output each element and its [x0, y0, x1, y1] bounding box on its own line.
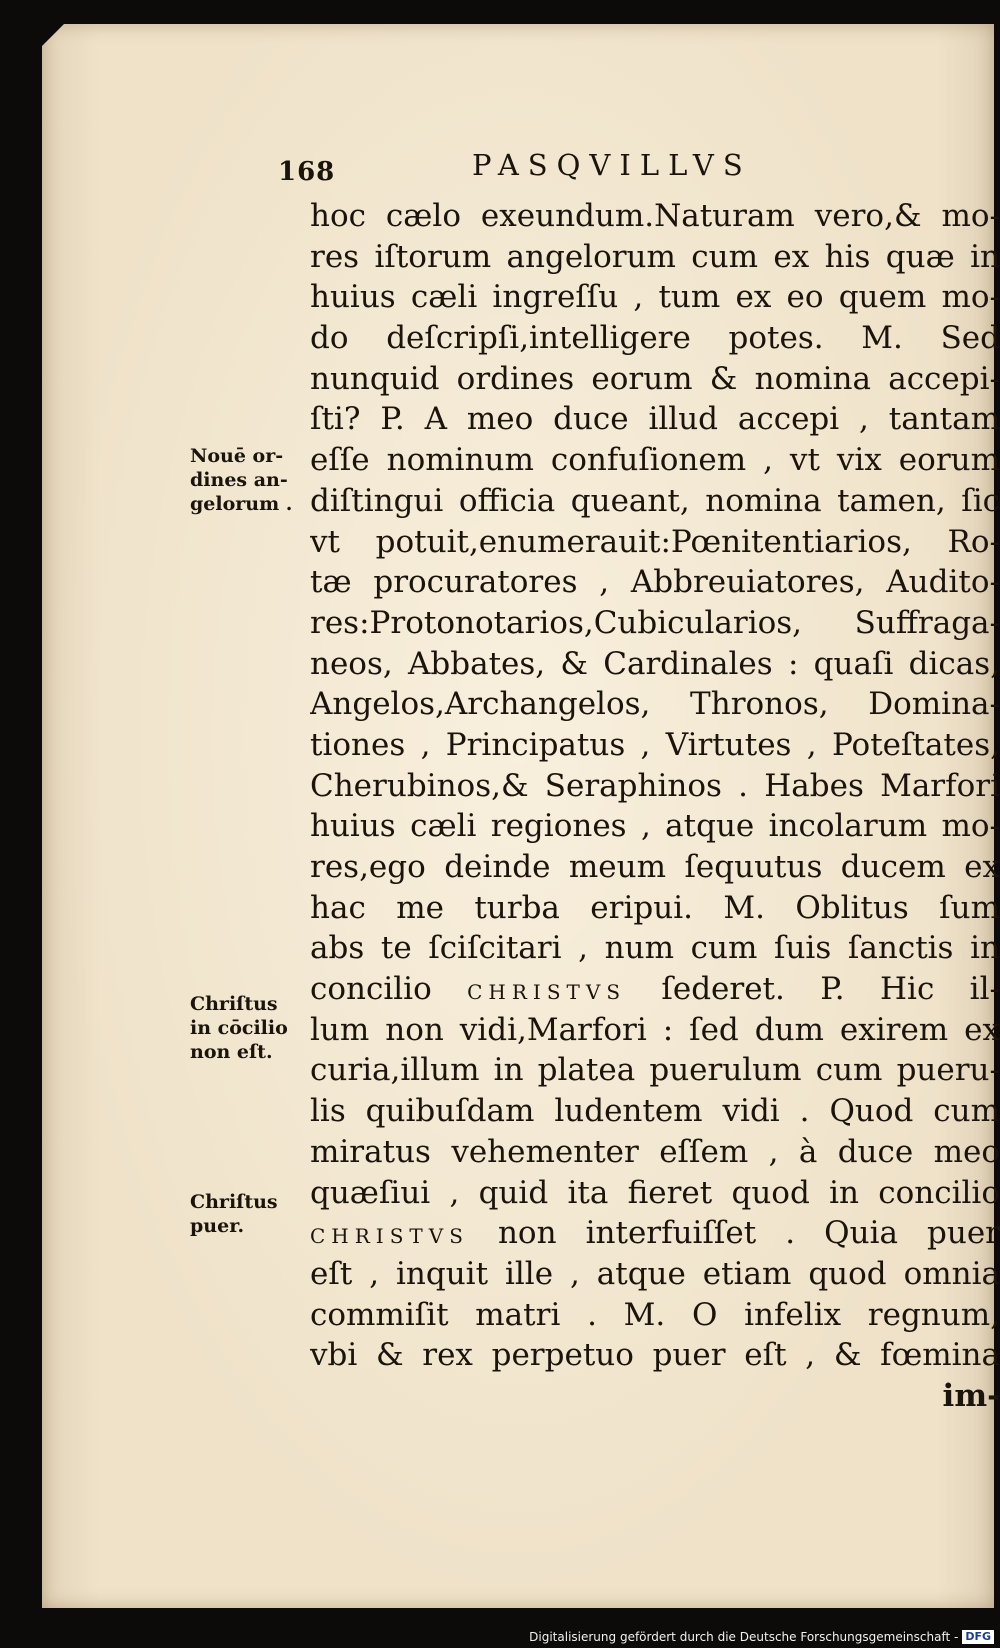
text-line: [310, 1254, 1000, 1295]
text-segment: diſtingui officia queant, nomina tamen, ſic: [310, 482, 1000, 519]
marginal-note-line: non eſt.: [190, 1041, 273, 1063]
text-segment: eſſe nominum confuſionem , vt vix eorum: [310, 442, 1000, 479]
text-line: [310, 806, 1000, 847]
marginal-note-line: Nouē or-: [190, 445, 284, 467]
marginal-note-line: dines an-: [190, 469, 288, 491]
text-segment: lis quibuſdam ludentem vidi . Quod cum: [310, 1093, 1000, 1130]
text-segment: hac me turba eripui. M. Oblitus ſum: [310, 889, 1000, 926]
body-text: [310, 196, 1000, 1417]
text-segment: nunquid ordines eorum & nomina accepi-: [310, 360, 1000, 397]
text-segment: res iſtorum angelorum cum ex his quæ in: [310, 238, 1000, 275]
text-line: [310, 522, 1000, 563]
marginal-note: [190, 1190, 314, 1238]
text-line: [310, 1132, 1000, 1173]
text-segment: concilio: [310, 971, 468, 1008]
text-segment: neos, Abbates, & Cardinales : quaſi dicas,: [310, 645, 1000, 682]
text-segment: ſederet. P. Hic il-: [626, 971, 1000, 1008]
running-title: PASQVILLVS: [472, 148, 752, 182]
text-line: [310, 644, 1000, 685]
text-line: [310, 1091, 1000, 1132]
marginal-note-line: in cōcilio: [190, 1017, 288, 1039]
text-line: [310, 440, 1000, 481]
text-line: [310, 603, 1000, 644]
text-line: [310, 1010, 1000, 1051]
text-segment: Angelos,Archangelos, Thronos, Domina-: [310, 686, 1000, 723]
text-line: [310, 277, 1000, 318]
text-line: [310, 928, 1000, 969]
text-line: [310, 1213, 1000, 1254]
text-line: [310, 969, 1000, 1010]
text-line: [310, 684, 1000, 725]
text-line: [310, 196, 1000, 237]
book-page: [42, 24, 1000, 1608]
text-line: [310, 399, 1000, 440]
page-number: 168: [278, 157, 336, 187]
text-segment: res:Protonotarios,Cubicularios, Suffraga-: [310, 604, 1000, 641]
marginal-note: [190, 992, 314, 1064]
text-segment: im-: [942, 1377, 1000, 1414]
small-caps-name: CHRISTVS: [467, 980, 627, 1005]
text-segment: tæ procuratores , Abbreuiatores, Audito-: [310, 564, 1000, 601]
text-segment: lum non vidi,Marfori : ſed dum exirem ex: [310, 1011, 1000, 1048]
text-line: [310, 318, 1000, 359]
text-line: [310, 725, 1000, 766]
dfg-logo: DFG: [962, 1630, 994, 1644]
marginal-note: [190, 444, 314, 516]
text-line: [310, 888, 1000, 929]
text-line: [310, 847, 1000, 888]
text-segment: miratus vehementer eſſem , à duce meo: [310, 1133, 1000, 1170]
text-segment: tiones , Principatus , Virtutes , Poteſtates,: [310, 726, 1000, 763]
text-segment: curia,illum in platea puerulum cum pueru-: [310, 1052, 1000, 1089]
text-segment: quæſiui , quid ita fieret quod in concilio: [310, 1174, 1000, 1211]
text-line: [310, 1335, 1000, 1376]
marginal-note-line: puer.: [190, 1215, 245, 1237]
text-line: [310, 1295, 1000, 1336]
text-segment: hoc cælo exeundum.Naturam vero,& mo-: [310, 198, 1000, 234]
text-segment: huius cæli ingreſſu , tum ex eo quem mo-: [310, 279, 1000, 316]
text-segment: eſt , inquit ille , atque etiam quod omnia: [310, 1255, 1000, 1292]
marginal-note-line: gelorum .: [190, 493, 293, 515]
text-line: [310, 1173, 1000, 1214]
text-segment: do deſcripſi,intelligere potes. M. Sed: [310, 320, 1000, 357]
text-segment: huius cæli regiones , atque incolarum mo-: [310, 808, 1000, 845]
text-segment: abs te ſciſcitari , num cum ſuis ſanctis in: [310, 930, 1000, 967]
small-caps-name: CHRISTVS: [310, 1224, 469, 1249]
footer-credit-text: Digitalisierung gefördert durch die Deutsche Forschungsgemeinschaft -: [529, 1630, 959, 1644]
text-segment: vt potuit,enumerauit:Pœnitentiarios, Ro-: [310, 523, 1000, 560]
text-segment: ſti? P. A meo duce illud accepi , tantam: [310, 401, 1000, 438]
text-segment: res,ego deinde meum ſequutus ducem ex: [310, 849, 1000, 885]
text-segment: non interfuiſſet . Quia puer: [468, 1215, 1000, 1252]
text-line: [310, 562, 1000, 603]
marginal-note-line: Chriſtus: [190, 1191, 278, 1213]
marginal-note-line: Chriſtus: [190, 993, 278, 1015]
text-segment: commiſit matri . M. O infelix regnum,: [310, 1296, 1000, 1333]
text-line: [310, 766, 1000, 807]
text-line: [310, 359, 1000, 400]
text-line: [310, 1376, 1000, 1417]
text-segment: Cherubinos,& Seraphinos . Habes Marfori: [310, 767, 1000, 804]
text-line: [310, 237, 1000, 278]
text-line: [310, 1050, 1000, 1091]
text-segment: vbi & rex perpetuo puer eſt , & fœmina: [310, 1337, 1000, 1374]
footer-credit: [529, 1626, 994, 1648]
text-line: [310, 481, 1000, 522]
